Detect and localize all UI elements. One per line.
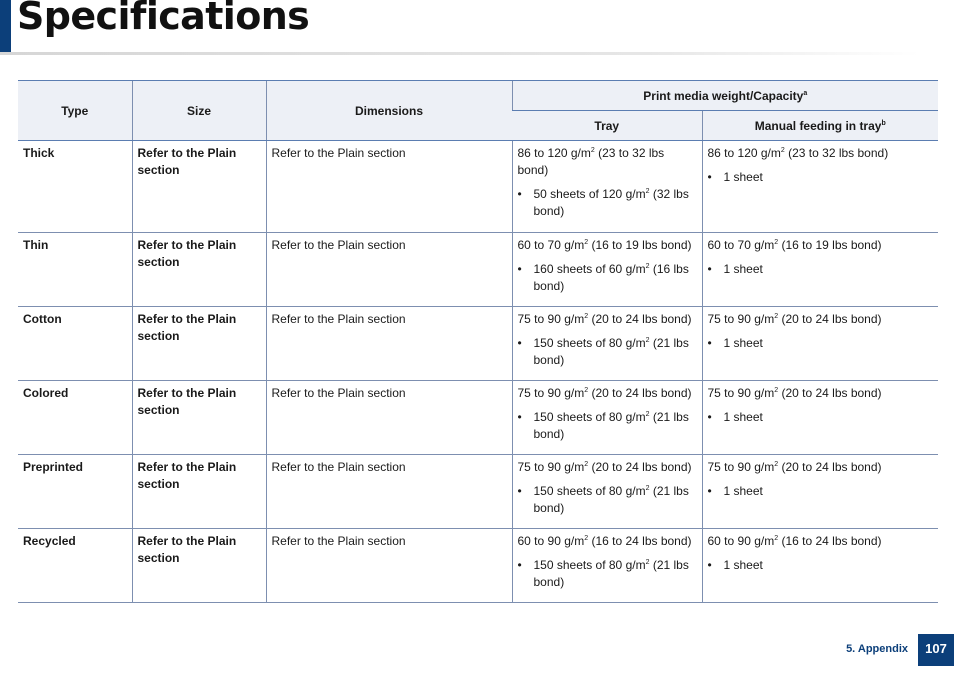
bullet-item	[708, 261, 934, 278]
capacity-text-tail: (21 lbs bond)	[533, 336, 689, 367]
cell-dimensions: Refer to the Plain section	[266, 307, 512, 381]
page-title: Specifications	[17, 0, 310, 38]
squared-sup: 2	[774, 313, 779, 320]
manual-weight-tail: (20 to 24 lbs bond)	[778, 312, 882, 326]
bullet-item	[708, 169, 934, 186]
cell-manual	[702, 455, 938, 529]
capacity-text: 1 sheet	[723, 336, 763, 350]
bullet-text	[724, 335, 934, 352]
capacity-text: 150 sheets of 80 g/m	[533, 336, 646, 350]
bullet-text	[534, 335, 697, 369]
capacity-text: 1 sheet	[723, 170, 763, 184]
capacity-text: 50 sheets of 120 g/m	[533, 187, 646, 201]
capacity-text-tail: (21 lbs bond)	[533, 558, 689, 589]
capacity-text: 150 sheets of 80 g/m	[533, 558, 646, 572]
bullet-glyph: •	[517, 558, 522, 572]
tray-weight-text: 75 to 90 g/m	[517, 460, 585, 474]
tray-weight	[518, 237, 697, 254]
table-body	[18, 141, 938, 603]
cell-type: Cotton	[18, 307, 132, 381]
cell-dimensions: Refer to the Plain section	[266, 529, 512, 603]
capacity-text: 160 sheets of 60 g/m	[533, 262, 646, 276]
footnote-b: b	[881, 119, 886, 127]
bullet-item	[708, 335, 934, 352]
header-weight-capacity	[512, 81, 938, 111]
cell-type: Colored	[18, 381, 132, 455]
tray-weight-tail: (20 to 24 lbs bond)	[588, 460, 692, 474]
tray-weight-text: 60 to 90 g/m	[517, 534, 585, 548]
manual-weight-tail: (20 to 24 lbs bond)	[778, 460, 882, 474]
tray-weight-text: 75 to 90 g/m	[517, 386, 585, 400]
cell-tray	[512, 529, 702, 603]
table-row	[18, 141, 938, 233]
cell-tray	[512, 141, 702, 233]
bullet-item	[518, 483, 697, 517]
tray-weight-text: 75 to 90 g/m	[517, 312, 585, 326]
squared-sup: 2	[584, 313, 589, 320]
squared-sup: 2	[774, 239, 779, 246]
bullet-text	[534, 409, 697, 443]
tray-weight-tail: (20 to 24 lbs bond)	[588, 312, 692, 326]
table-row	[18, 381, 938, 455]
squared-sup: 2	[584, 239, 589, 246]
squared-sup: 2	[584, 535, 589, 542]
capacity-text: 1 sheet	[723, 558, 763, 572]
tray-weight	[518, 459, 697, 476]
header-tray: Tray	[512, 111, 702, 141]
squared-sup: 2	[645, 263, 650, 270]
header-manual	[702, 111, 938, 141]
manual-weight-text: 75 to 90 g/m	[707, 386, 775, 400]
bullet-item	[518, 409, 697, 443]
bullet-glyph: •	[517, 484, 522, 498]
squared-sup: 2	[645, 559, 650, 566]
squared-sup: 2	[645, 188, 650, 195]
bullet-text	[534, 557, 697, 591]
manual-weight-tail: (16 to 19 lbs bond)	[778, 238, 882, 252]
cell-manual	[702, 529, 938, 603]
manual-weight-tail: (23 to 32 lbs bond)	[784, 146, 889, 160]
cell-type: Thick	[18, 141, 132, 233]
specifications-table	[18, 80, 938, 603]
squared-sup: 2	[645, 485, 650, 492]
manual-weight-text: 60 to 90 g/m	[707, 534, 775, 548]
manual-weight-tail: (16 to 24 lbs bond)	[778, 534, 882, 548]
cell-type: Recycled	[18, 529, 132, 603]
manual-weight	[708, 311, 934, 328]
manual-weight	[708, 145, 934, 162]
squared-sup: 2	[590, 147, 595, 154]
tray-weight	[518, 533, 697, 550]
capacity-text: 1 sheet	[723, 484, 763, 498]
footer-section: 5. Appendix	[846, 643, 908, 655]
bullet-text	[534, 186, 697, 220]
capacity-text: 1 sheet	[723, 410, 763, 424]
cell-size: Refer to the Plain section	[132, 455, 266, 529]
bullet-glyph: •	[707, 170, 712, 184]
cell-manual	[702, 141, 938, 233]
cell-size: Refer to the Plain section	[132, 233, 266, 307]
cell-tray	[512, 381, 702, 455]
bullet-text	[534, 483, 697, 517]
tray-weight-tail: (16 to 19 lbs bond)	[588, 238, 692, 252]
cell-dimensions: Refer to the Plain section	[266, 455, 512, 529]
tray-weight-tail: (16 to 24 lbs bond)	[588, 534, 692, 548]
cell-size: Refer to the Plain section	[132, 141, 266, 233]
header-size: Size	[132, 81, 266, 141]
tray-weight-text: 86 to 120 g/m	[517, 146, 591, 160]
header-type: Type	[18, 81, 132, 141]
bullet-glyph: •	[517, 187, 522, 201]
cell-tray	[512, 233, 702, 307]
squared-sup: 2	[774, 461, 779, 468]
bullet-text	[724, 557, 934, 574]
bullet-glyph: •	[707, 410, 712, 424]
tray-weight	[518, 145, 697, 179]
table-row	[18, 455, 938, 529]
manual-weight-text: 75 to 90 g/m	[707, 460, 775, 474]
bullet-item	[708, 557, 934, 574]
bullet-glyph: •	[707, 262, 712, 276]
bullet-glyph: •	[517, 336, 522, 350]
capacity-text: 1 sheet	[723, 262, 763, 276]
squared-sup: 2	[774, 535, 779, 542]
capacity-text-tail: (21 lbs bond)	[533, 484, 689, 515]
squared-sup: 2	[774, 387, 779, 394]
bullet-item	[708, 483, 934, 500]
cell-dimensions: Refer to the Plain section	[266, 233, 512, 307]
bullet-glyph: •	[517, 262, 522, 276]
capacity-text-tail: (32 lbs bond)	[533, 187, 689, 218]
table-row	[18, 233, 938, 307]
cell-type: Preprinted	[18, 455, 132, 529]
footnote-a: a	[803, 89, 808, 97]
squared-sup: 2	[584, 461, 589, 468]
tray-weight-tail: (20 to 24 lbs bond)	[588, 386, 692, 400]
header-weight-capacity-label: Print media weight/Capacity	[643, 88, 804, 103]
squared-sup: 2	[645, 337, 650, 344]
title-divider	[0, 52, 920, 55]
bullet-glyph: •	[517, 410, 522, 424]
manual-weight-text: 86 to 120 g/m	[707, 146, 781, 160]
manual-weight	[708, 533, 934, 550]
manual-weight	[708, 459, 934, 476]
squared-sup: 2	[780, 147, 785, 154]
cell-tray	[512, 307, 702, 381]
cell-dimensions: Refer to the Plain section	[266, 381, 512, 455]
bullet-item	[518, 186, 697, 220]
bullet-item	[518, 261, 697, 295]
cell-size: Refer to the Plain section	[132, 307, 266, 381]
header-manual-label: Manual feeding in tray	[754, 118, 882, 133]
bullet-text	[534, 261, 697, 295]
tray-weight-text: 60 to 70 g/m	[517, 238, 585, 252]
capacity-text: 150 sheets of 80 g/m	[533, 410, 646, 424]
page-number: 107	[918, 634, 954, 666]
manual-weight-text: 60 to 70 g/m	[707, 238, 775, 252]
cell-type: Thin	[18, 233, 132, 307]
manual-weight	[708, 385, 934, 402]
bullet-glyph: •	[707, 558, 712, 572]
bullet-text	[724, 483, 934, 500]
table-row	[18, 529, 938, 603]
manual-weight-text: 75 to 90 g/m	[707, 312, 775, 326]
capacity-text: 150 sheets of 80 g/m	[533, 484, 646, 498]
bullet-item	[518, 557, 697, 591]
bullet-text	[724, 409, 934, 426]
capacity-text-tail: (21 lbs bond)	[533, 410, 689, 441]
bullet-item	[518, 335, 697, 369]
squared-sup: 2	[584, 387, 589, 394]
bullet-glyph: •	[707, 484, 712, 498]
cell-dimensions: Refer to the Plain section	[266, 141, 512, 233]
bullet-glyph: •	[707, 336, 712, 350]
tray-weight	[518, 311, 697, 328]
cell-manual	[702, 381, 938, 455]
cell-size: Refer to the Plain section	[132, 381, 266, 455]
tray-weight	[518, 385, 697, 402]
cell-manual	[702, 233, 938, 307]
bullet-item	[708, 409, 934, 426]
header-dimensions: Dimensions	[266, 81, 512, 141]
bullet-text	[724, 261, 934, 278]
manual-weight-tail: (20 to 24 lbs bond)	[778, 386, 882, 400]
title-accent-bar	[0, 0, 11, 52]
cell-tray	[512, 455, 702, 529]
cell-manual	[702, 307, 938, 381]
tray-weight-tail: (23 to 32 lbs bond)	[517, 146, 665, 177]
manual-weight	[708, 237, 934, 254]
cell-size: Refer to the Plain section	[132, 529, 266, 603]
bullet-text	[724, 169, 934, 186]
squared-sup: 2	[645, 411, 650, 418]
capacity-text-tail: (16 lbs bond)	[533, 262, 689, 293]
table-row	[18, 307, 938, 381]
